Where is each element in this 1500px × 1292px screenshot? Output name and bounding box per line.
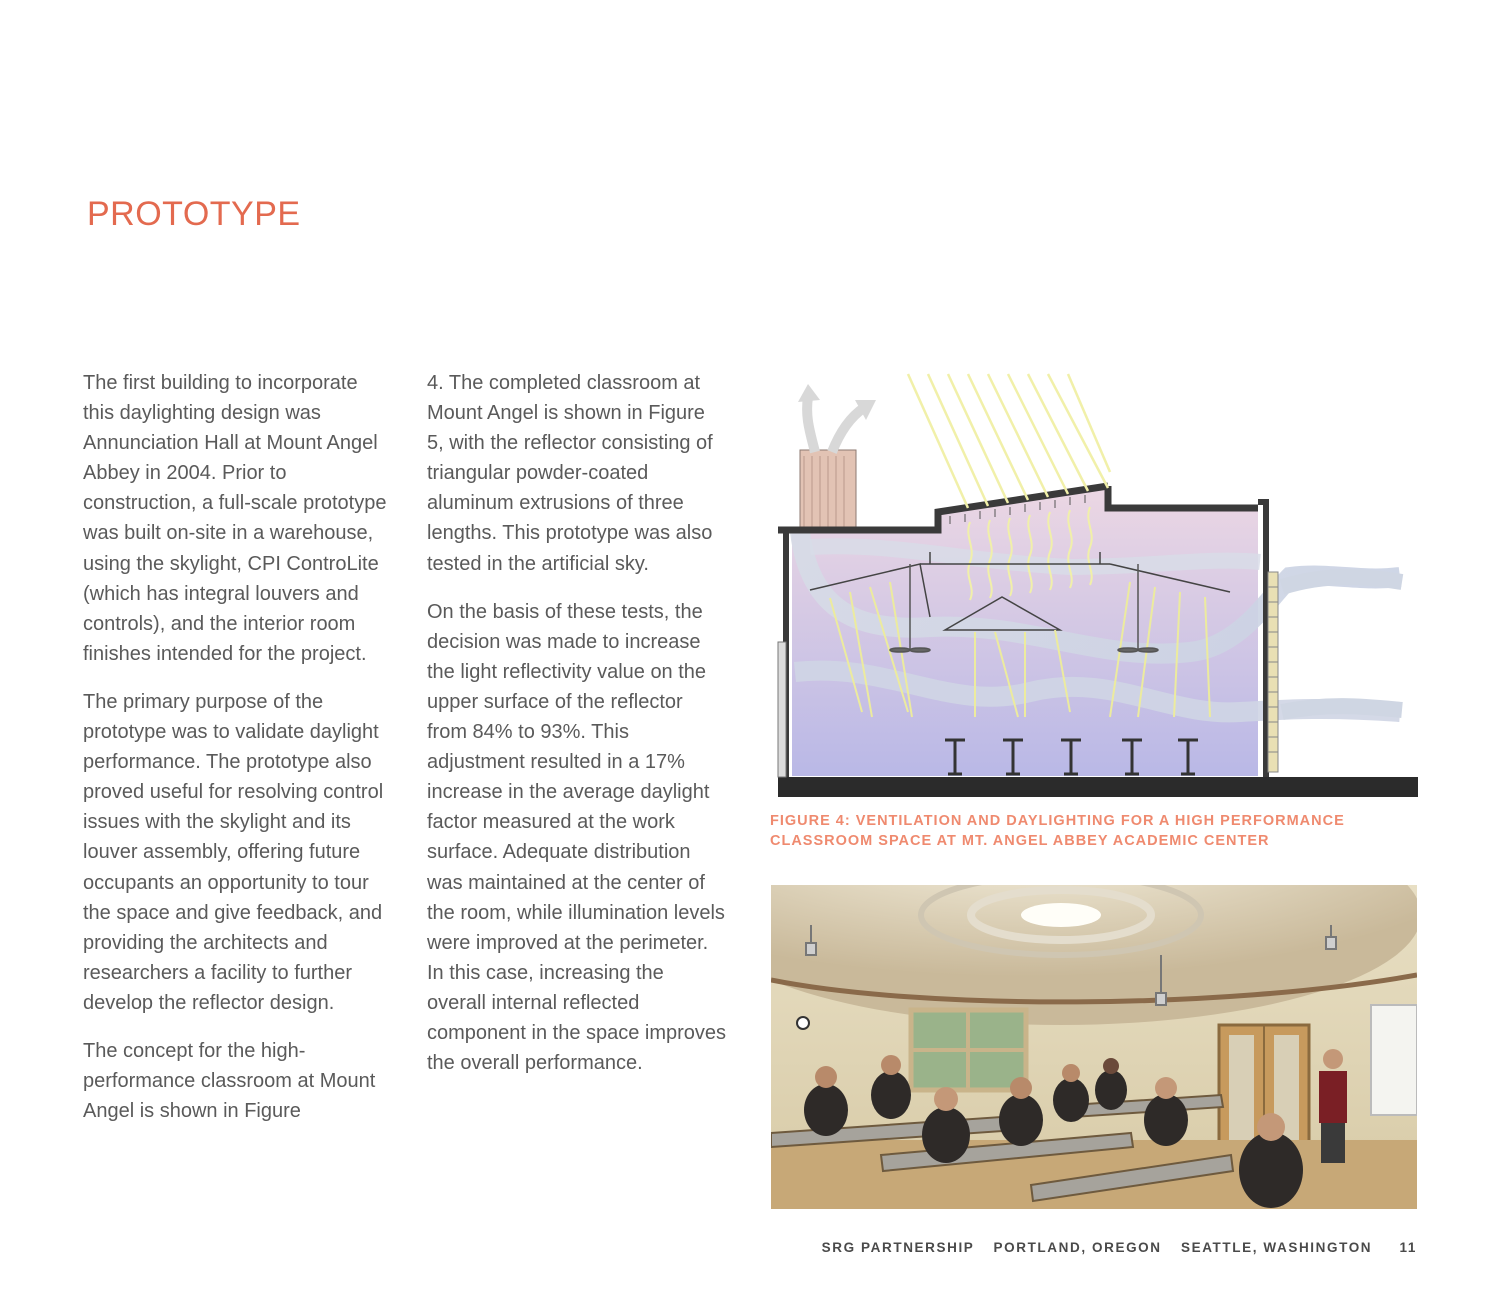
- page-title: PROTOTYPE: [87, 194, 301, 233]
- text-column-1: [83, 368, 393, 1144]
- caption-line: FIGURE 4: VENTILATION AND DAYLIGHTING FOR A HIGH PERFORMANCE: [770, 813, 1345, 829]
- classroom-photo: [771, 885, 1417, 1209]
- firm-name: SRG PARTNERSHIP: [821, 1240, 975, 1255]
- page-footer: [800, 1240, 1417, 1255]
- caption-line: CLASSROOM SPACE AT MT. ANGEL ABBEY ACADEMIC CENTER: [770, 833, 1270, 849]
- paragraph: 4. The completed classroom at Mount Angel is shown in Figure 5, with the reflector consisting of triangular powder-coated aluminum extrusions of three lengths. This prototype was also tested in the artificial sky.: [427, 372, 713, 575]
- paragraph: The concept for the high-performance classroom at Mount Angel is shown in Figure: [83, 1039, 376, 1123]
- office-location-seattle: SEATTLE, WASHINGTON: [1181, 1240, 1373, 1255]
- text-column-2: [427, 368, 727, 1096]
- paragraph: The first building to incorporate this daylighting design was Annunciation Hall at Mount Angel Abbey in 2004. Prior to construction, a full-scale prototype was built on-site in a warehouse, using the skylight, CPI ControLite (which has integral louvers and controls), and the interior room finishes intended for the project.: [83, 372, 387, 665]
- office-location-portland: PORTLAND, OREGON: [993, 1240, 1162, 1255]
- ventilation-daylighting-section-diagram: [770, 372, 1420, 802]
- page-number: 11: [1399, 1240, 1417, 1255]
- figure-4-caption: [770, 811, 1420, 851]
- paragraph: The primary purpose of the prototype was to validate daylight performance. The prototype also proved useful for resolving control issues with the skylight and its louver assembly, offering future occupants an opportunity to tour the space and give feedback, and providing the architects and researchers a facility to further develop the reflector design.: [83, 690, 384, 1014]
- paragraph: On the basis of these tests, the decision was made to increase the light reflectivity value on the upper surface of the reflector from 84% to 93%. This adjustment resulted in a 17% increase in the average daylight factor measured at the work surface. Adequate distribution was maintained at the center of the room, while illumination levels were improved at the perimeter. In this case, increasing the overall internal reflected component in the space improves the overall performance.: [427, 600, 727, 1075]
